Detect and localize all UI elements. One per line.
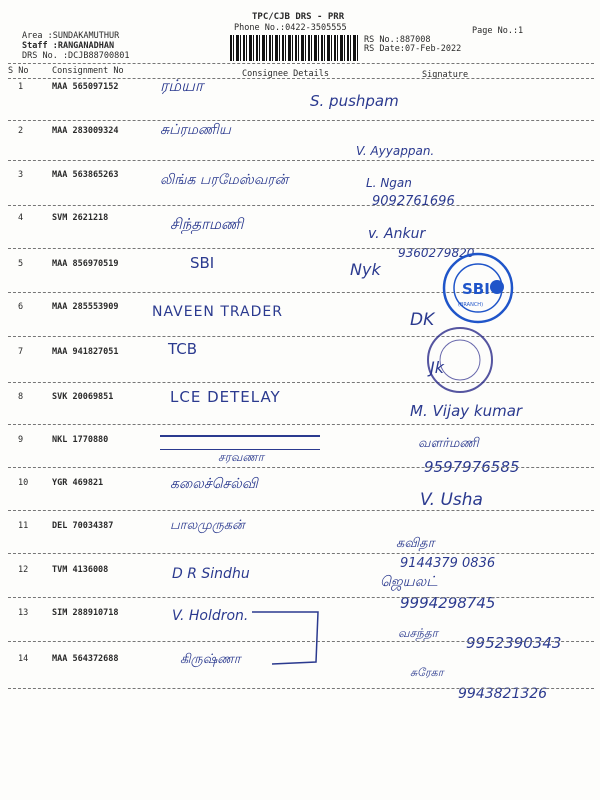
extra-phone: 9144379 0836	[400, 556, 496, 571]
row-12-phone: 9994298745	[400, 594, 496, 612]
row-4-consignment: SVM 2621218	[52, 213, 109, 223]
row-9-sno: 9	[18, 435, 24, 445]
row-10-signature: V. Usha	[420, 490, 483, 510]
staff-label: Staff :	[22, 41, 58, 51]
row-5-consignment: MAA 856970519	[52, 259, 119, 269]
row-10-consignment: YGR 469821	[52, 478, 104, 488]
row-1-consignee: ரம்யா	[160, 76, 204, 95]
drs-number: DRS No. :DCJB88700801	[22, 51, 130, 61]
row-11-signature: கவிதா	[396, 536, 435, 551]
row-3-phone: 9092761696	[372, 194, 455, 209]
row-11-consignee: பாலமுருகன்	[170, 518, 245, 533]
row-9-signature: வளர்மணி	[418, 436, 479, 451]
row-10-sno: 10	[18, 478, 29, 488]
row-6-sno: 6	[18, 302, 24, 312]
row-8-signature: M. Vijay kumar	[410, 402, 523, 420]
row-13-consignee: V. Holdron.	[172, 608, 249, 624]
row-14-signature: சுரேகா	[410, 666, 444, 679]
row-7-sno: 7	[18, 347, 24, 357]
row-12-signature: ஜெயலட்	[380, 574, 438, 590]
row-14-sno: 14	[18, 654, 29, 664]
row-12-sno: 12	[18, 565, 29, 575]
row-4-signature: v. Ankur	[368, 226, 426, 242]
row-1-sno: 1	[18, 82, 24, 92]
row-14-consignee: கிருஷ்ணா	[180, 652, 241, 667]
col-sno: S No	[8, 66, 29, 76]
report-title: TPC/CJB DRS - PRR	[252, 12, 345, 22]
row-6-signature: DK	[410, 310, 435, 330]
row-5-sno: 5	[18, 259, 24, 269]
staff-name: RANGANADHAN	[57, 41, 115, 51]
row-2-sno: 2	[18, 126, 24, 136]
row-14-consignment: MAA 564372688	[52, 654, 119, 664]
row-4-sno: 4	[18, 213, 24, 223]
row-9-consignment: NKL 1770880	[52, 435, 109, 445]
row-1-signature: S. pushpam	[310, 92, 399, 110]
row-12-consignment: TVM 4136008	[52, 565, 109, 575]
row-8-consignee: LCE DETELAY	[170, 388, 281, 406]
row-2-consignee: சுப்ரமணிய	[160, 122, 231, 138]
row-3-sno: 3	[18, 170, 24, 180]
col-consignment: Consignment No	[52, 66, 124, 76]
row-4-phone: 9360279820	[398, 246, 475, 260]
col-consignee: Consignee Details	[242, 69, 329, 79]
row-9-consignee: சரவணா	[218, 450, 264, 464]
row-8-consignment: SVK 20069851	[52, 392, 114, 402]
row-9-phone: 9597976585	[424, 458, 520, 476]
row-8-sno: 8	[18, 392, 24, 402]
stamp-text: SBI	[462, 280, 490, 298]
row-6-consignee: NAVEEN TRADER	[152, 304, 283, 320]
row-7-consignment: MAA 941827051	[52, 347, 119, 357]
office-stamp	[428, 328, 492, 392]
row-10-consignee: கலைச்செல்வி	[170, 476, 258, 492]
row-2-consignment: MAA 283009324	[52, 126, 119, 136]
row-6-consignment: MAA 285553909	[52, 302, 119, 312]
col-signature: Signature	[422, 70, 469, 80]
row-11-sno: 11	[18, 521, 29, 531]
row-14-phone: 9943821326	[458, 686, 548, 702]
row-1-consignment: MAA 565097152	[52, 82, 119, 92]
row-7-consignee: TCB	[168, 340, 198, 358]
row-12-consignee: D R Sindhu	[172, 566, 250, 582]
row-13-sno: 13	[18, 608, 29, 618]
rs-date: RS Date:07-Feb-2022	[364, 44, 462, 54]
row-5-consignee: SBI	[190, 254, 215, 272]
row-7-signature: Jk	[430, 358, 444, 377]
area-label: Area :SUNDAKAMUTHUR	[22, 31, 120, 41]
page-number: Page No.:1	[472, 26, 524, 36]
row-13-consignment: SIM 288910718	[52, 608, 119, 618]
row-4-consignee: சிந்தாமணி	[170, 215, 244, 233]
row-11-consignment: DEL 70034387	[52, 521, 114, 531]
row-13-phone: 9952390343	[466, 634, 562, 652]
row-5-signature: Nyk	[350, 260, 381, 279]
row-2-signature: V. Ayyappan.	[356, 144, 435, 158]
phone-number: Phone No.:0422-3505555	[234, 23, 347, 33]
row-13-signature: வசந்தா	[398, 626, 438, 640]
row-3-consignment: MAA 563865263	[52, 170, 119, 180]
row-3-signature: L. Ngan	[366, 176, 412, 190]
stamp-ring-text: (BRANCH)	[458, 302, 484, 308]
row-3-consignee: லிங்க பரமேஸ்வரன்	[160, 172, 289, 188]
rs-number: RS No.:887008	[364, 35, 431, 45]
